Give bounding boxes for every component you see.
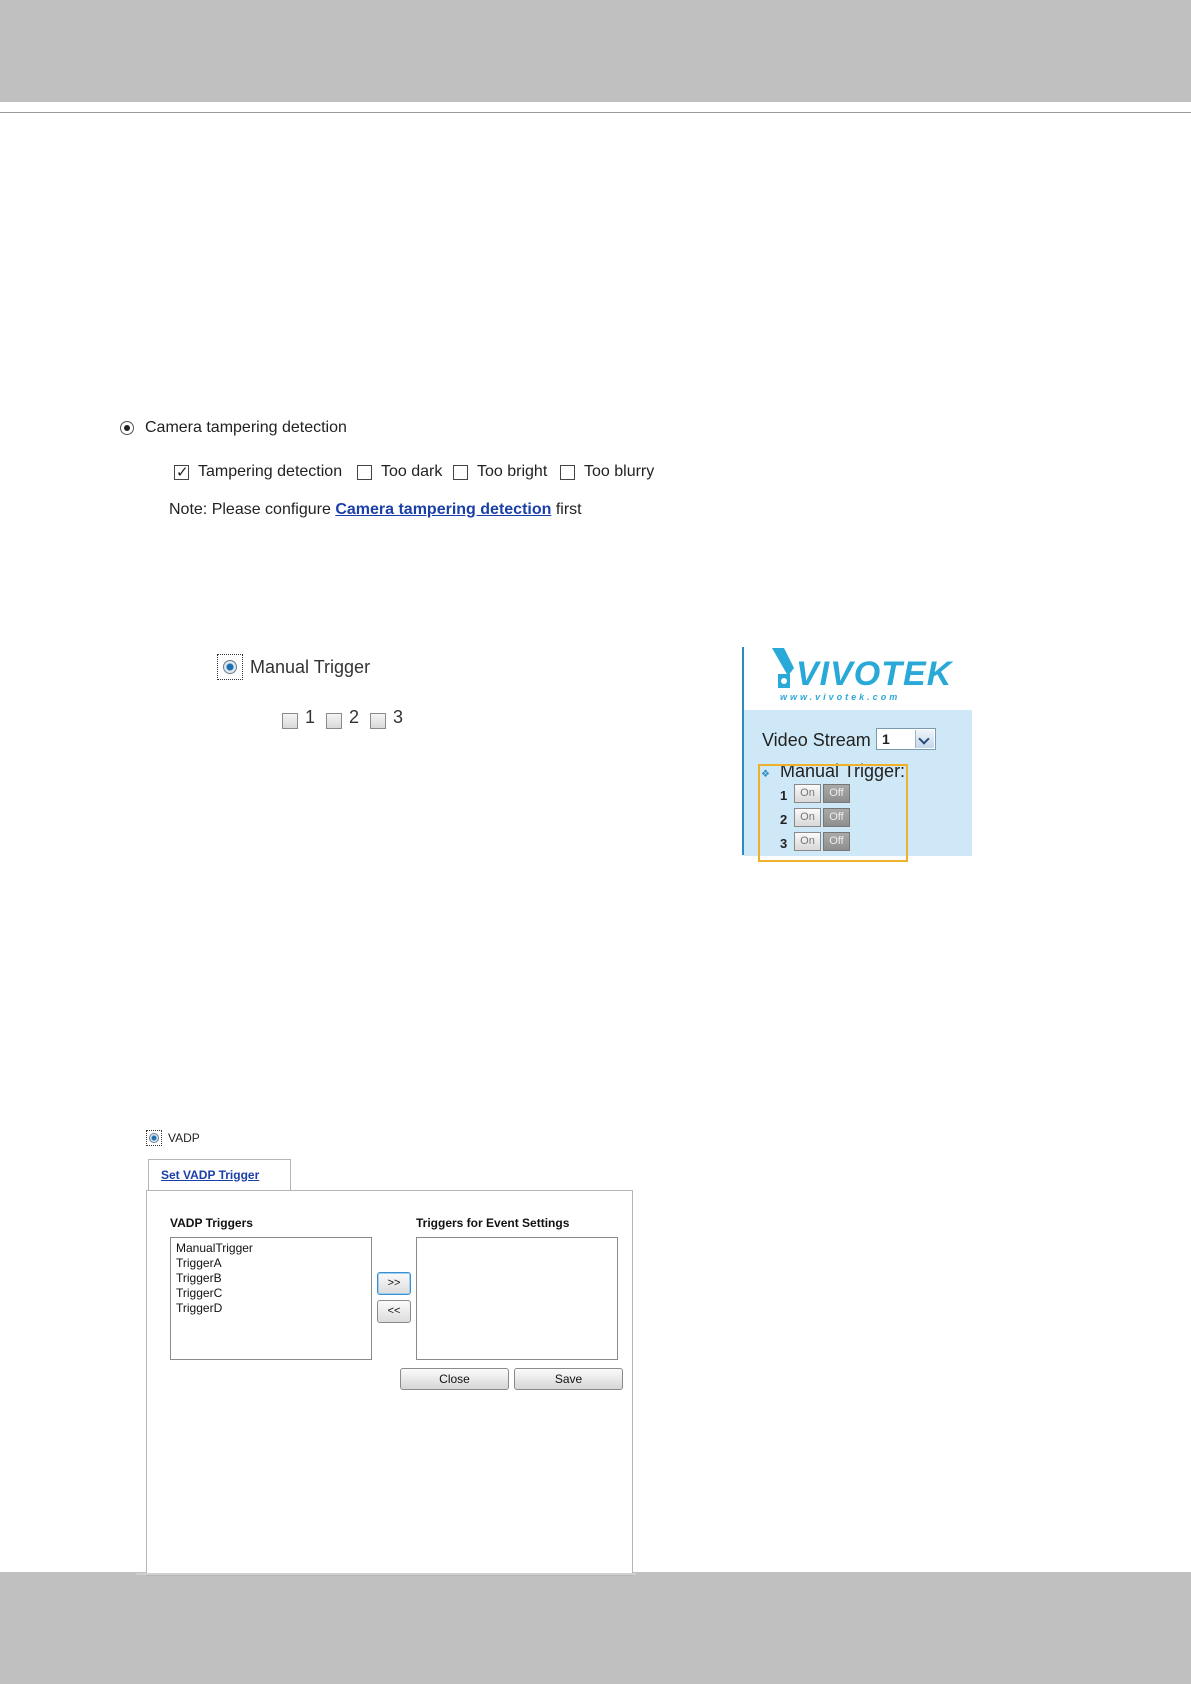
chevron-down-icon[interactable] xyxy=(915,730,934,748)
logo-url: www.vivotek.com xyxy=(780,692,901,702)
remove-trigger-button[interactable]: << xyxy=(377,1300,411,1323)
logo-wordmark: VIVOTEK xyxy=(796,655,953,693)
collapse-arrows-icon[interactable]: ❖ xyxy=(761,769,770,780)
radio-selected-icon xyxy=(149,1133,159,1143)
event-triggers-list[interactable] xyxy=(416,1237,618,1360)
too-blurry-checkbox[interactable] xyxy=(560,465,575,480)
manual-trigger-panel-label: Manual Trigger: xyxy=(780,761,906,781)
camera-tampering-link[interactable]: Camera tampering detection xyxy=(335,501,552,518)
tab-set-vadp-trigger[interactable] xyxy=(148,1159,291,1191)
add-trigger-button[interactable]: >> xyxy=(377,1272,411,1295)
save-button[interactable]: Save xyxy=(514,1368,623,1390)
vadp-triggers-heading: VADP Triggers xyxy=(170,1216,253,1230)
trigger-3-off-button[interactable]: Off xyxy=(823,832,850,851)
list-item[interactable]: TriggerC xyxy=(176,1286,223,1300)
header-band xyxy=(0,0,1191,102)
camera-tampering-radio[interactable] xyxy=(120,421,134,435)
close-button[interactable]: Close xyxy=(400,1368,509,1390)
vadp-label: VADP xyxy=(168,1131,200,1145)
manual-trigger-1-label: 1 xyxy=(305,707,316,727)
camera-tampering-radio-label: Camera tampering detection xyxy=(145,419,347,436)
list-item[interactable]: ManualTrigger xyxy=(176,1241,253,1255)
trigger-row-3-num: 3 xyxy=(780,836,788,851)
manual-trigger-3-label: 3 xyxy=(393,707,404,727)
list-item[interactable]: TriggerD xyxy=(176,1301,223,1315)
manual-trigger-highlight xyxy=(758,764,908,862)
footer-band xyxy=(0,1572,1191,1684)
too-dark-checkbox[interactable] xyxy=(357,465,372,480)
vadp-triggers-list[interactable] xyxy=(170,1237,372,1360)
list-item[interactable]: TriggerA xyxy=(176,1256,222,1270)
too-bright-label: Too bright xyxy=(477,463,548,480)
manual-trigger-2-label: 2 xyxy=(349,707,360,727)
event-triggers-heading: Triggers for Event Settings xyxy=(416,1216,570,1230)
list-item[interactable]: TriggerB xyxy=(176,1271,222,1285)
vadp-radio[interactable] xyxy=(146,1130,162,1146)
manual-trigger-label: Manual Trigger xyxy=(250,657,371,677)
video-stream-label: Video Stream xyxy=(762,730,871,750)
configure-note xyxy=(169,501,582,519)
note-prefix: Note: Please configure xyxy=(169,501,336,518)
trigger-1-on-button[interactable]: On xyxy=(794,784,821,803)
trigger-3-on-button[interactable]: On xyxy=(794,832,821,851)
video-stream-value: 1 xyxy=(882,731,890,747)
trigger-1-off-button[interactable]: Off xyxy=(823,784,850,803)
video-stream-select[interactable] xyxy=(876,728,936,750)
tampering-detection-checkbox[interactable] xyxy=(174,465,189,480)
tab-set-vadp-trigger-label: Set VADP Trigger xyxy=(161,1168,260,1182)
trigger-row-2-num: 2 xyxy=(780,812,788,827)
frame-bottom-edge xyxy=(136,1573,636,1575)
manual-trigger-1-checkbox[interactable] xyxy=(282,713,298,729)
too-bright-checkbox[interactable] xyxy=(453,465,468,480)
manual-trigger-3-checkbox[interactable] xyxy=(370,713,386,729)
manual-trigger-2-checkbox[interactable] xyxy=(326,713,342,729)
too-dark-label: Too dark xyxy=(381,463,443,480)
manual-trigger-radio[interactable] xyxy=(217,654,243,680)
trigger-2-off-button[interactable]: Off xyxy=(823,808,850,827)
trigger-row-1-num: 1 xyxy=(780,788,788,803)
radio-selected-icon xyxy=(223,660,237,674)
header-divider xyxy=(0,112,1191,113)
note-suffix: first xyxy=(551,501,582,518)
trigger-2-on-button[interactable]: On xyxy=(794,808,821,827)
tampering-detection-label: Tampering detection xyxy=(198,463,343,480)
too-blurry-label: Too blurry xyxy=(584,463,655,480)
